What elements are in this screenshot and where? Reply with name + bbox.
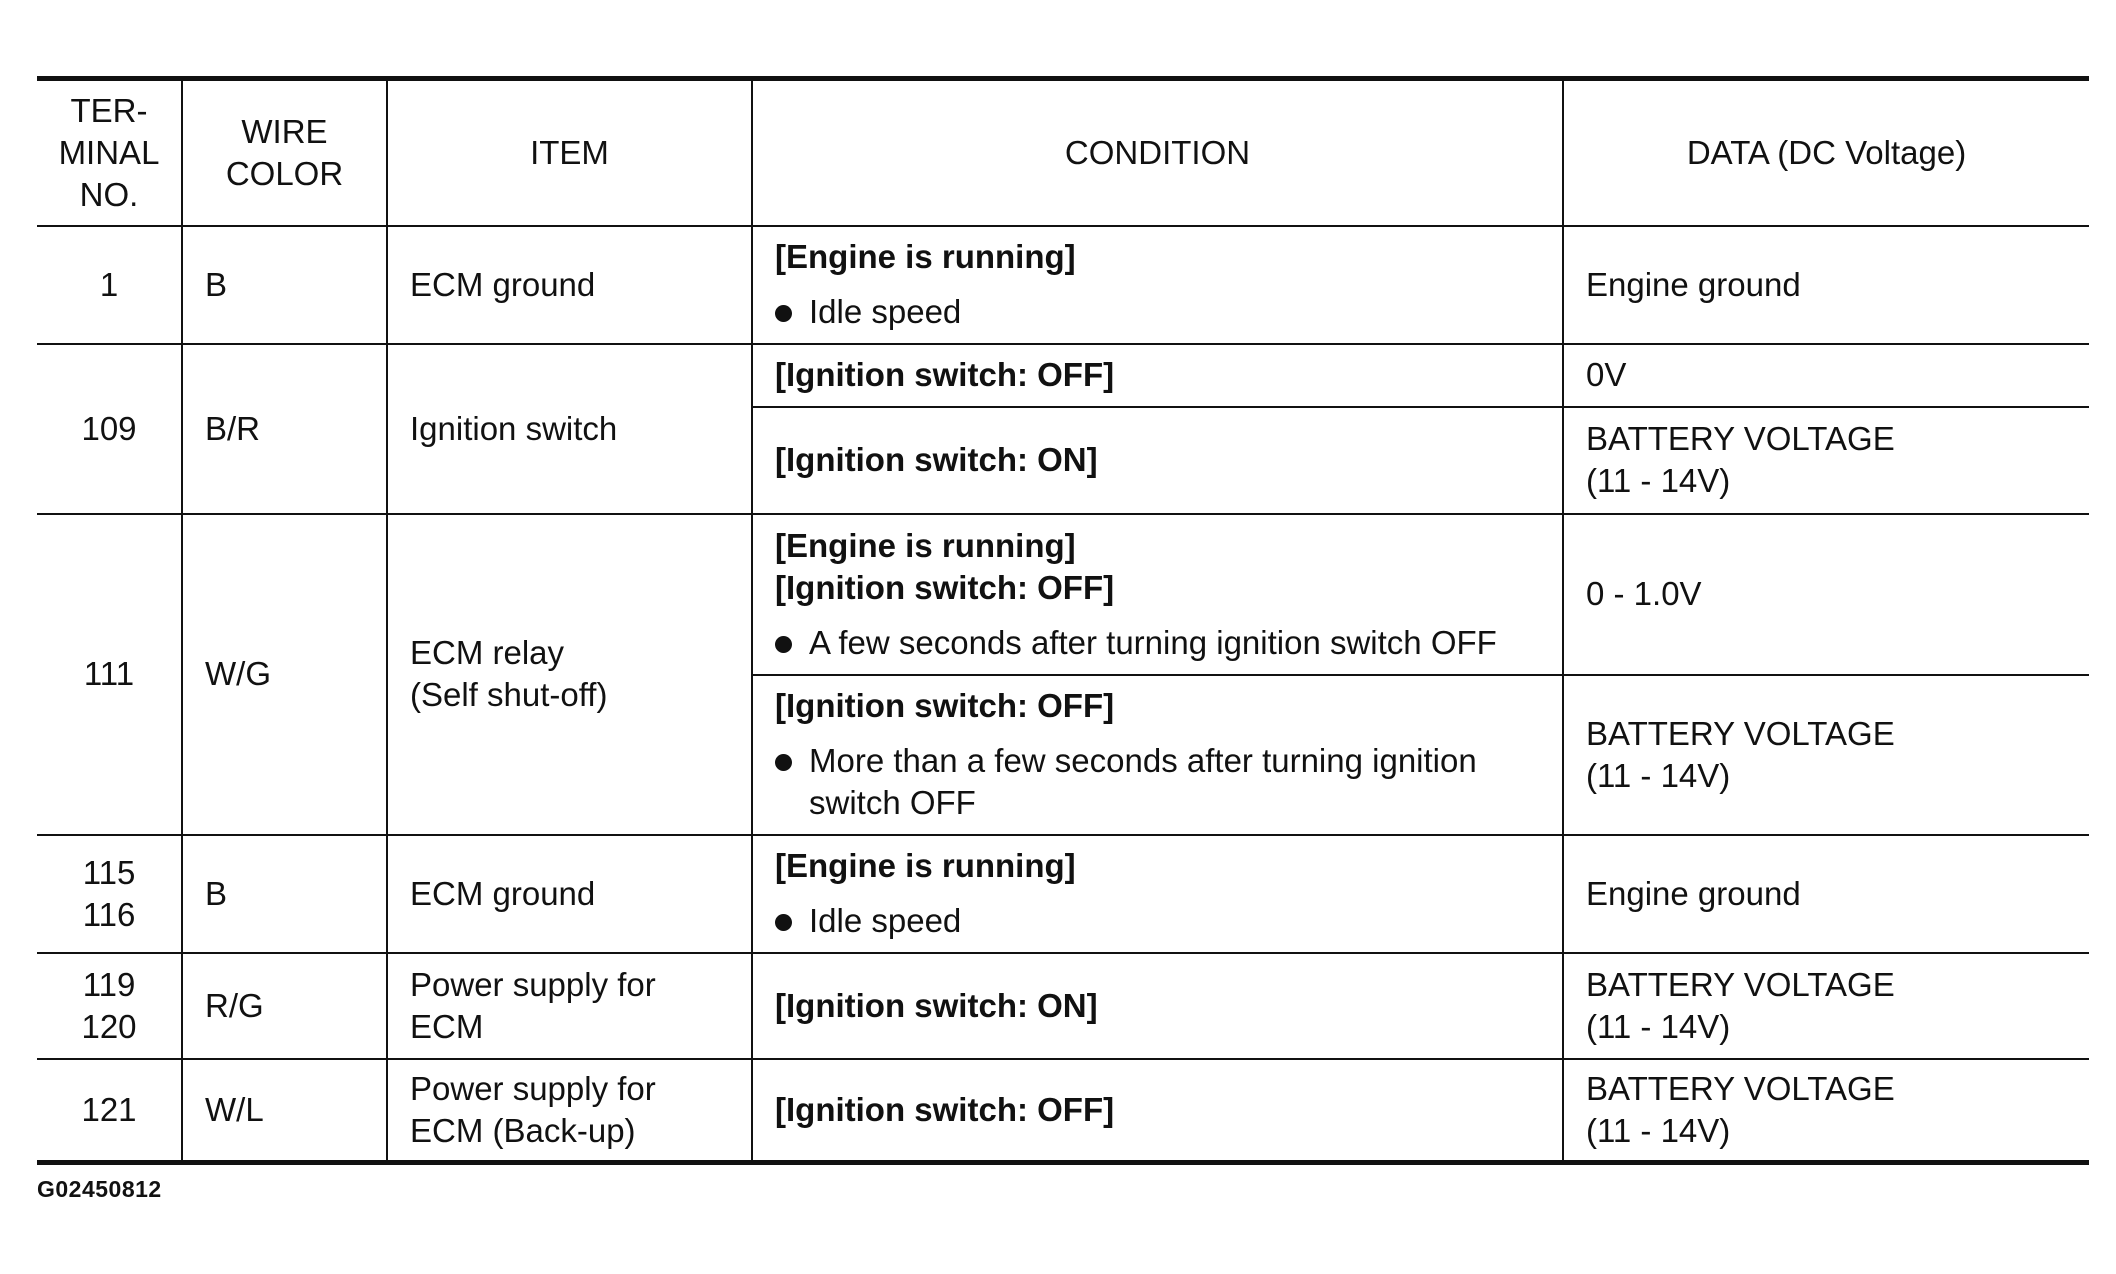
condition-cell [752, 953, 1563, 1059]
voltage-data-text: BATTERY VOLTAGE [1586, 714, 1895, 752]
terminal-number-cell [37, 953, 182, 1059]
bullet-dot-icon [775, 754, 792, 771]
voltage-data-cell [1563, 514, 2089, 675]
item-text: ECM (Back-up) [410, 1111, 636, 1149]
voltage-data-text: 0V [1586, 356, 1627, 393]
voltage-data-cell [1563, 953, 2089, 1059]
terminal-number-cell [37, 514, 182, 835]
terminal-number-cell [37, 226, 182, 344]
terminal-number-cell [37, 1059, 182, 1163]
condition-heading: [Engine is running] [775, 238, 1076, 275]
item-cell [387, 953, 752, 1059]
item-text: ECM ground [410, 265, 596, 303]
item-cell [387, 514, 752, 835]
voltage-data-text: Engine ground [1586, 265, 1801, 303]
voltage-data-text: 0 - 1.0V [1586, 575, 1702, 612]
bullet-text: Idle speed [809, 902, 962, 939]
terminal-number: 115 [82, 853, 136, 891]
bullet-text [809, 740, 1477, 824]
table-row [37, 953, 2089, 1059]
voltage-data-text: (11 - 14V) [1586, 1007, 1731, 1045]
voltage-data-text: BATTERY VOLTAGE [1586, 965, 1895, 1003]
voltage-data-text: Engine ground [1586, 874, 1801, 912]
item-text: (Self shut-off) [410, 676, 608, 713]
table-row [37, 1059, 2089, 1163]
wire-color-cell: B [182, 835, 387, 953]
item-text: ECM relay [410, 634, 565, 671]
condition-cell [752, 226, 1563, 344]
item-text: Power supply for [410, 965, 656, 1003]
condition-cell [752, 675, 1563, 835]
table-row [37, 226, 2089, 344]
terminal-number-cell [37, 835, 182, 953]
ecm-terminal-table [37, 76, 2089, 1165]
condition-cell [752, 407, 1563, 514]
header-item: ITEM [387, 79, 752, 226]
condition-heading: [Engine is running] [775, 526, 1076, 564]
wire-color-cell: B [182, 226, 387, 344]
condition-bullet [775, 900, 1540, 942]
condition-heading: [Ignition switch: OFF] [775, 1090, 1115, 1128]
terminal-number: 1 [99, 265, 119, 303]
voltage-data-text: (11 - 14V) [1586, 1111, 1731, 1149]
wire-color-cell: W/G [182, 514, 387, 835]
item-text: ECM ground [410, 874, 596, 912]
voltage-data-text: BATTERY VOLTAGE [1586, 420, 1895, 457]
bullet-dot-icon [775, 636, 792, 653]
voltage-data-cell [1563, 1059, 2089, 1163]
terminal-number: 121 [81, 1090, 137, 1128]
terminal-number-cell [37, 344, 182, 514]
item-text: Power supply for [410, 1069, 656, 1107]
voltage-data-cell [1563, 835, 2089, 953]
table-row [37, 344, 2089, 407]
condition-heading: [Ignition switch: OFF] [775, 568, 1115, 606]
condition-cell [752, 514, 1563, 675]
terminal-number: 120 [81, 1007, 137, 1045]
condition-cell [752, 1059, 1563, 1163]
condition-bullet [775, 291, 1540, 333]
wire-color-cell: W/L [182, 1059, 387, 1163]
terminal-number: 116 [82, 895, 136, 933]
terminal-number: 111 [83, 655, 135, 692]
wire-color-cell: B/R [182, 344, 387, 514]
item-text: Ignition switch [410, 409, 618, 447]
table-row [37, 514, 2089, 675]
terminal-number: 109 [81, 409, 137, 447]
condition-heading: [Engine is running] [775, 847, 1076, 884]
bullet-text: A few seconds after turning ignition switch OFF [809, 623, 1497, 661]
table-body [37, 226, 2089, 1163]
voltage-data-cell [1563, 407, 2089, 514]
terminal-number: 119 [82, 965, 136, 1003]
header-wire-color: WIRE COLOR [182, 79, 387, 226]
condition-bullet [775, 740, 1540, 824]
table-row [37, 835, 2089, 953]
item-cell [387, 226, 752, 344]
bullet-line: More than a few seconds after turning ignition [809, 742, 1477, 779]
voltage-data-text: (11 - 14V) [1586, 462, 1731, 499]
bullet-dot-icon [775, 914, 792, 931]
voltage-data-cell [1563, 226, 2089, 344]
condition-heading: [Ignition switch: OFF] [775, 356, 1115, 393]
bullet-line: switch OFF [809, 784, 976, 821]
figure-id: G02450812 [37, 1176, 162, 1202]
voltage-data-text: BATTERY VOLTAGE [1586, 1069, 1895, 1107]
condition-bullet [775, 622, 1540, 664]
header-condition: CONDITION [752, 79, 1563, 226]
item-cell [387, 1059, 752, 1163]
bullet-text: Idle speed [809, 293, 962, 330]
bullet-dot-icon [775, 305, 792, 322]
voltage-data-cell [1563, 675, 2089, 835]
condition-cell [752, 835, 1563, 953]
terminal-data-sheet [37, 76, 2089, 1165]
item-cell [387, 835, 752, 953]
condition-heading: [Ignition switch: ON] [775, 986, 1098, 1024]
voltage-data-text: (11 - 14V) [1586, 756, 1731, 794]
header-terminal-no: TER- MINAL NO. [37, 79, 182, 226]
condition-heading: [Ignition switch: ON] [775, 441, 1098, 478]
header-row [37, 79, 2089, 226]
item-cell [387, 344, 752, 514]
item-text: ECM [410, 1007, 484, 1045]
voltage-data-cell [1563, 344, 2089, 407]
condition-cell [752, 344, 1563, 407]
condition-heading: [Ignition switch: OFF] [775, 687, 1115, 724]
wire-color-cell: R/G [182, 953, 387, 1059]
header-data: DATA (DC Voltage) [1563, 79, 2089, 226]
